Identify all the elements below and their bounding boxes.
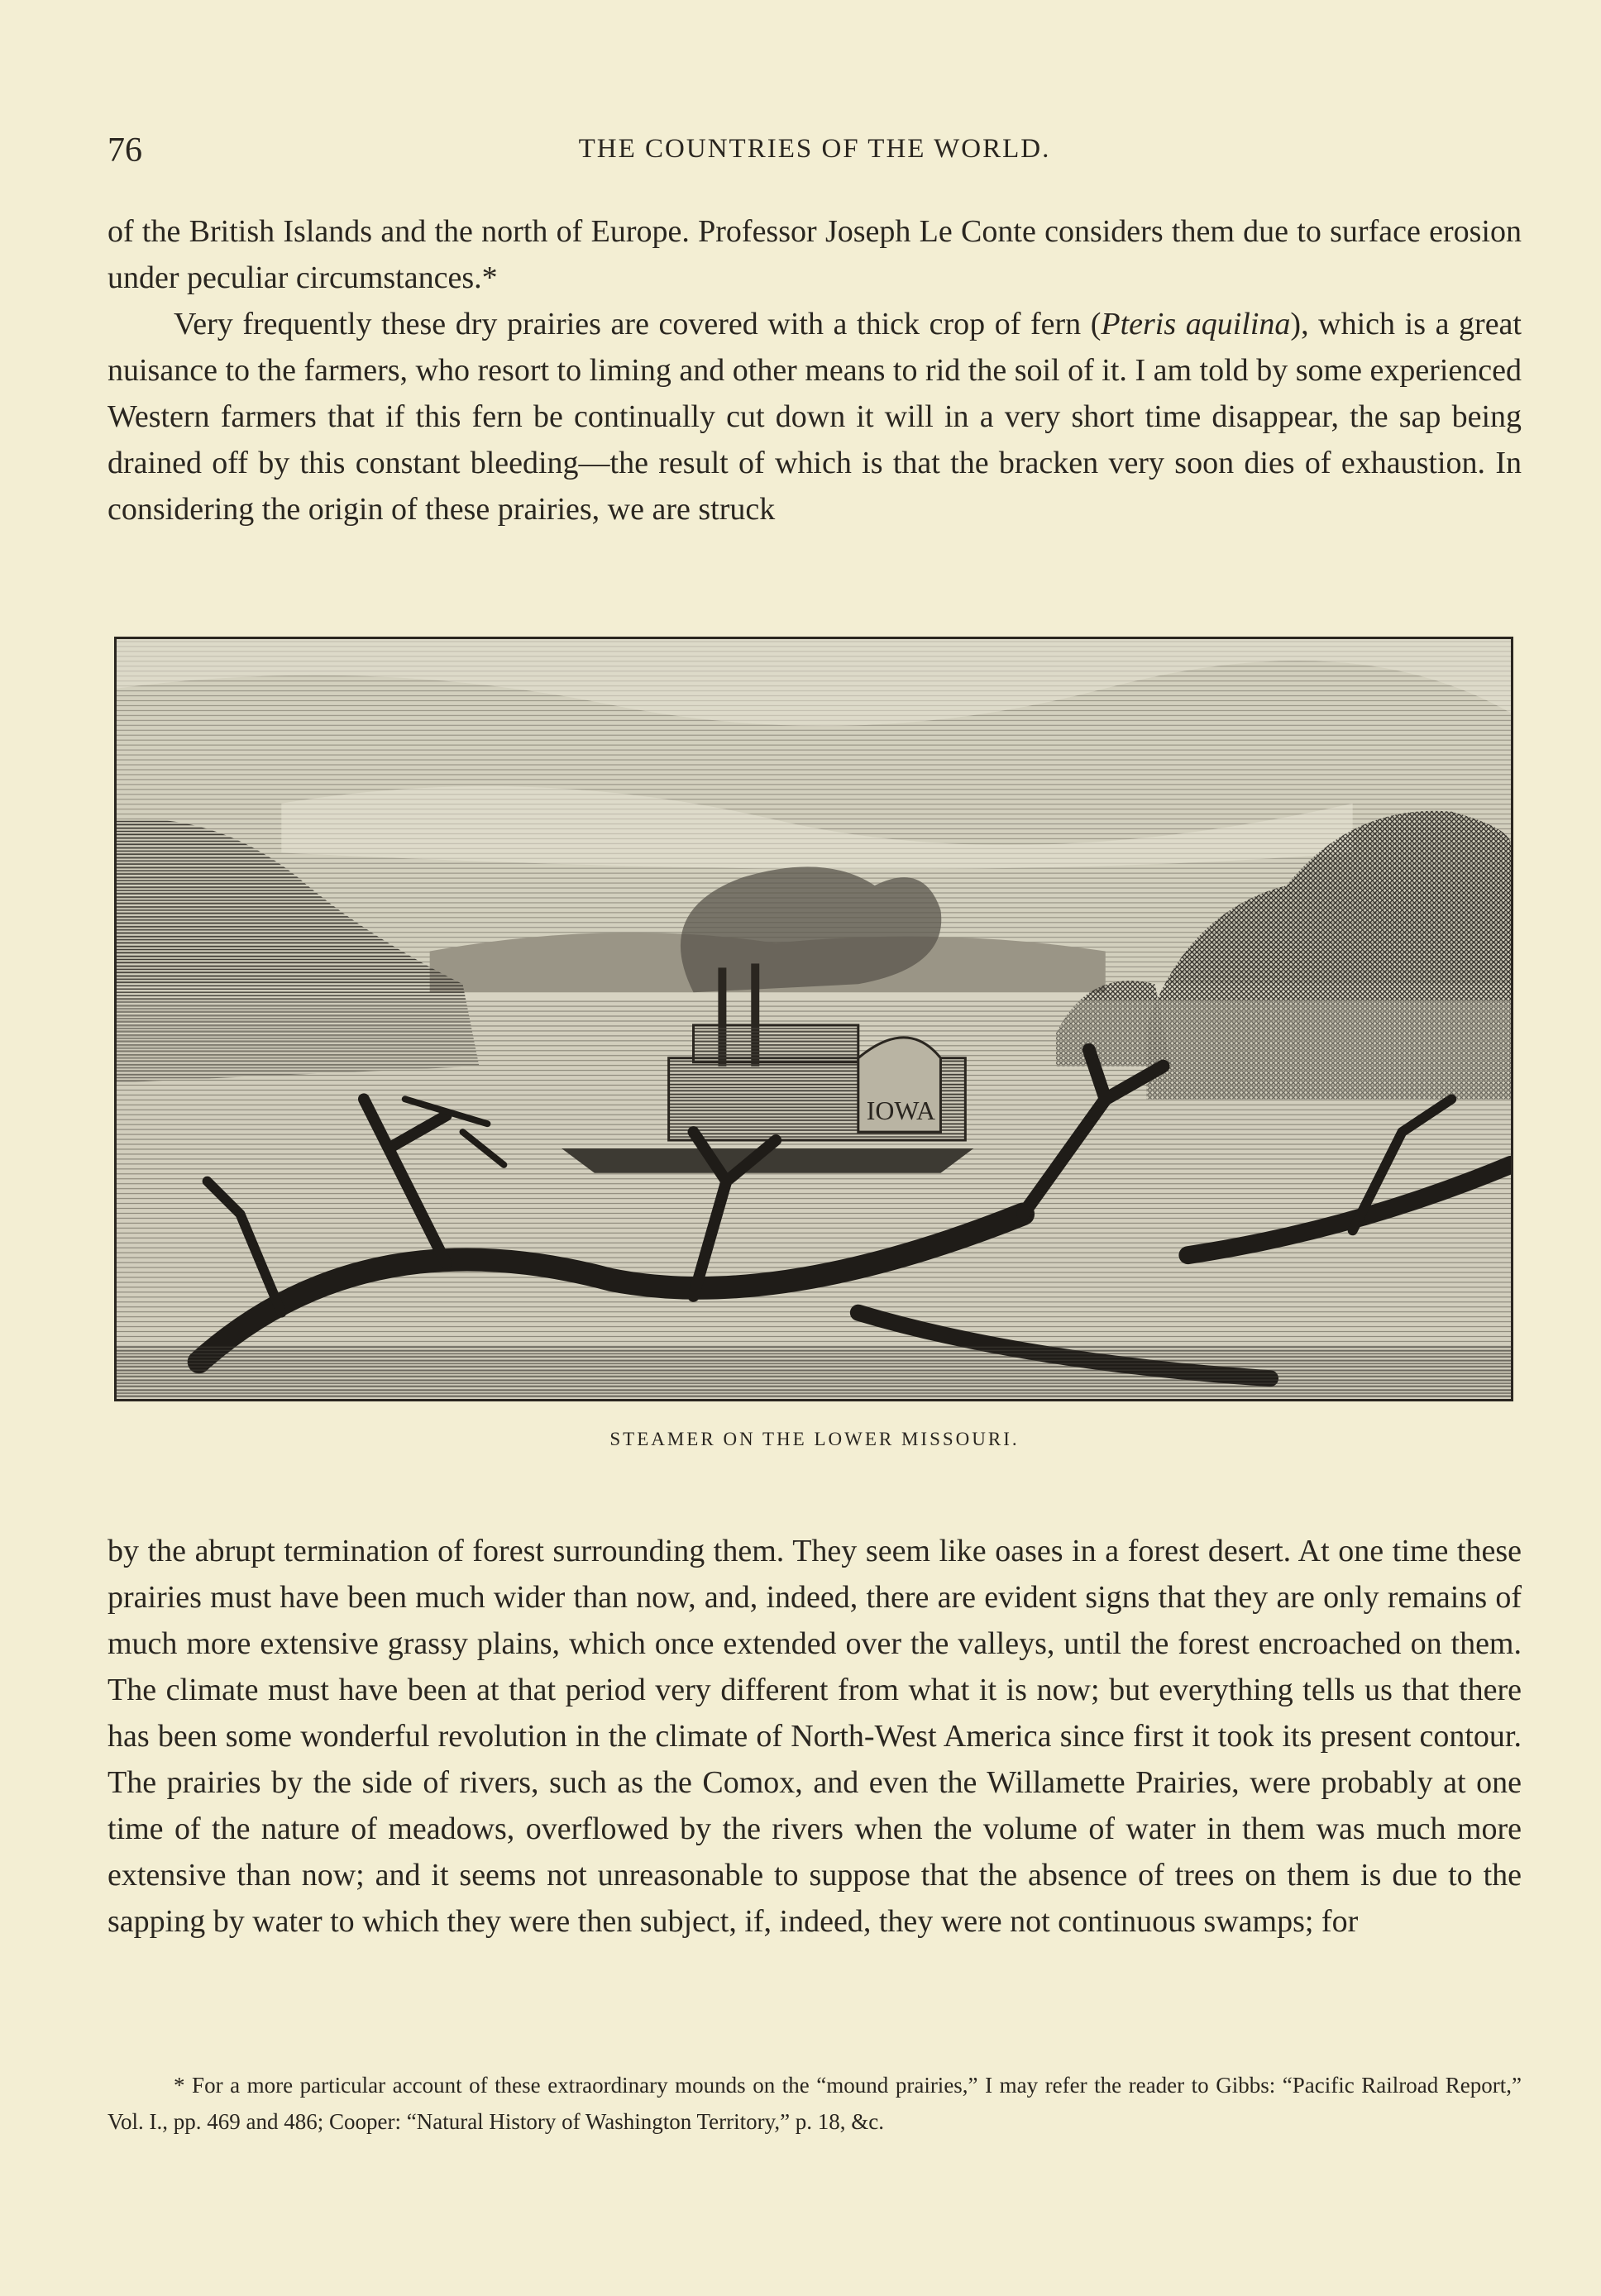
paragraph-2-italic-term: Pteris aquilina — [1101, 307, 1291, 341]
page-number: 76 — [108, 131, 142, 169]
paragraph-1: of the British Islands and the north of Europe. Professor Joseph Le Conte considers them due to surface erosion under peculiar circumstances.* — [108, 214, 1522, 295]
paragraph-2 — [108, 301, 1522, 532]
bottom-text-block — [108, 1528, 1522, 1945]
paragraph-2-part-1: Very frequently these dry prairies are covered with a thick crop of fern ( — [174, 307, 1102, 341]
engraving-svg — [117, 639, 1511, 1399]
figure-caption: STEAMER ON THE LOWER MISSOURI. — [609, 1429, 1020, 1449]
footnote — [108, 2067, 1522, 2140]
paragraph-2-part-2: ), which is a great nuisance to the farmers, who resort to liming and other means to rid the soil of it. I am told by some experienced Western farmers that if this fern be continually cut down it will in a very short time disappear, the sap being drained off by this constant bleeding—the result of which is that the bracken very soon dies of exhaustion. In considering the origin of these prairies, we are struck — [108, 307, 1522, 527]
page-header — [108, 131, 1522, 172]
engraving-illustration — [114, 637, 1513, 1401]
top-text-block — [108, 208, 1522, 532]
footnote-text: * For a more particular account of these extraordinary mounds on the “mound prairies,” I may refer the reader to Gibbs: “Pacific Railroad Report,” Vol. I., pp. 469 and 486; Cooper: “Natural History of Washington Territory,” p. 18, &c. — [108, 2073, 1522, 2134]
paragraph-3: by the abrupt termination of forest surrounding them. They seem like oases in a forest desert. At one time these prairies must have been much wider than now, and, indeed, there are evident signs that they are only remains of much more extensive grassy plains, which once extended over the valleys, until the forest encroached on them. The climate must have been at that period very different from what it is now; but everything tells us that there has been some wonderful revolution in the climate of North-West America since first it took its present contour. The prairies by the side of rivers, such as the Comox, and even the Willamette Prairies, were probably at one time of the nature of meadows, overflowed by the rivers when the volume of water in them was much more extensive than now; and it seems not unreasonable to suppose that the absence of trees on them is due to the sapping by water to which they were then subject, if, indeed, they were not continuous swamps; for — [108, 1534, 1522, 1939]
running-head: THE COUNTRIES OF THE WORLD. — [578, 134, 1051, 164]
boat-name-label: IOWA — [866, 1096, 935, 1126]
